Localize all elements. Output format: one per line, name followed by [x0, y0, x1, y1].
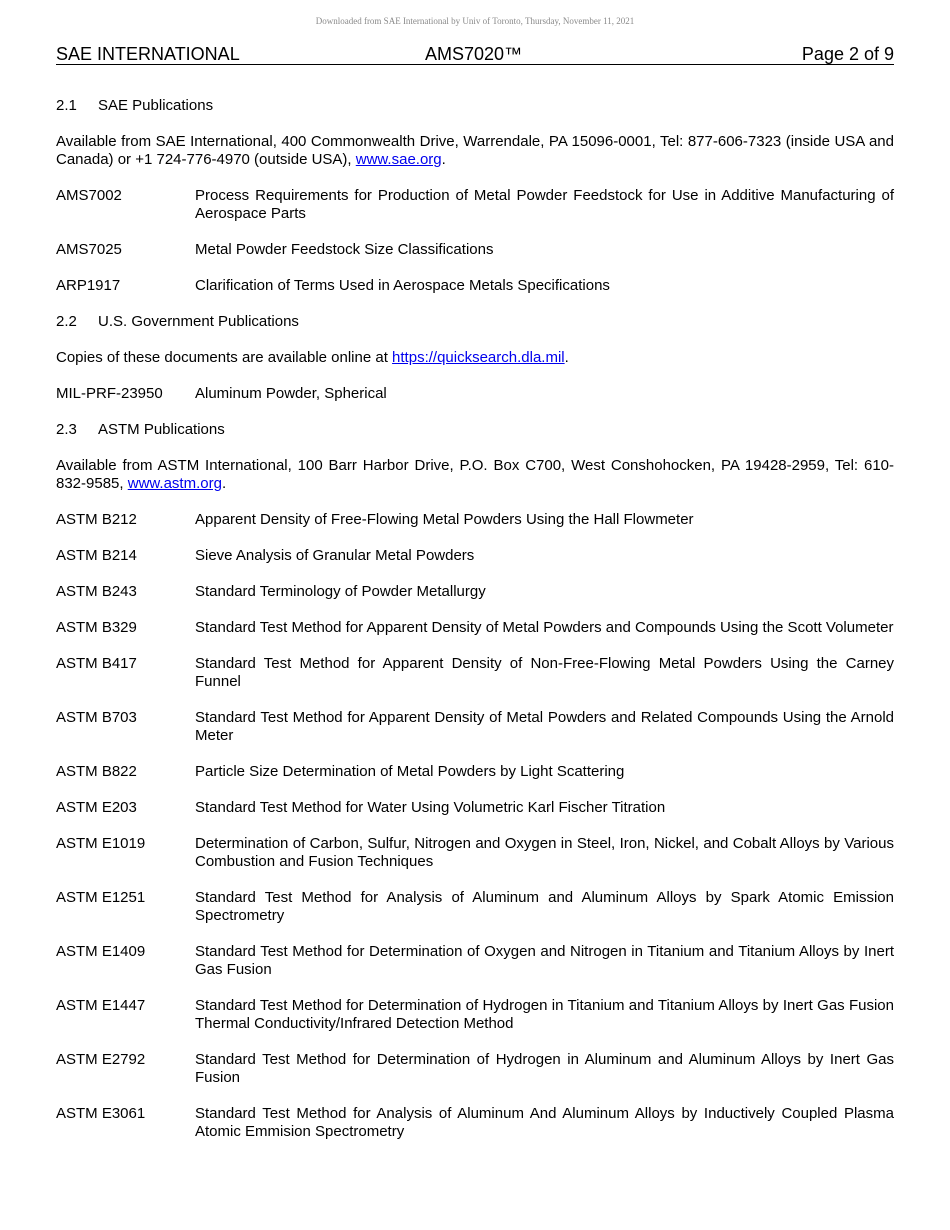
- reference-row: [56, 655, 894, 691]
- reference-code: ASTM B243: [56, 583, 137, 600]
- reference-code: AMS7025: [56, 241, 122, 258]
- running-header: [56, 44, 894, 65]
- reference-row: [56, 763, 894, 781]
- download-note: Downloaded from SAE International by Univ of Toronto, Thursday, November 11, 2021: [315, 16, 635, 26]
- document-body: [56, 97, 894, 1159]
- reference-row: [56, 835, 894, 871]
- reference-row: [56, 1105, 894, 1141]
- reference-title: Standard Test Method for Determination of Hydrogen in Titanium and Titanium Alloys by Inert Gas Fusion Thermal Conductivity/Infrared Detection Method: [195, 997, 894, 1032]
- availability-text: Available from ASTM International, 100 Barr Harbor Drive, P.O. Box C700, West Conshohocken, PA 19428-2959, Tel: 610-832-9585,: [56, 457, 894, 492]
- section-heading-astm: [56, 421, 894, 439]
- section-title: U.S. Government Publications: [98, 313, 299, 330]
- reference-code: ASTM E1251: [56, 889, 146, 906]
- section-title: ASTM Publications: [98, 421, 225, 438]
- availability-text: Available from SAE International, 400 Commonwealth Drive, Warrendale, PA 15096-0001, Tel: 877-606-7323 (inside USA and Canada) or +1 724-776-4970 (outside USA),: [56, 133, 894, 168]
- reference-title: Clarification of Terms Used in Aerospace Metals Specifications: [195, 277, 610, 294]
- reference-title: Determination of Carbon, Sulfur, Nitrogen and Oxygen in Steel, Iron, Nickel, and Cobalt Alloys by Various Combustion and Fusion Techniques: [195, 835, 894, 870]
- reference-code: ASTM E3061: [56, 1105, 146, 1122]
- section-number: 2.2: [56, 313, 77, 330]
- sae-website-link[interactable]: www.sae.org: [355, 151, 442, 168]
- reference-row: [56, 709, 894, 745]
- reference-row: [56, 385, 894, 403]
- section-heading-gov: [56, 313, 894, 331]
- reference-row: [56, 1051, 894, 1087]
- gov-availability-paragraph: [56, 349, 894, 367]
- reference-title: Metal Powder Feedstock Size Classifications: [195, 241, 494, 258]
- reference-title: Standard Terminology of Powder Metallurgy: [195, 583, 486, 600]
- astm-reference-list: [56, 511, 894, 1141]
- reference-row: [56, 187, 894, 223]
- section-number: 2.1: [56, 97, 77, 114]
- reference-row: [56, 889, 894, 925]
- astm-website-link[interactable]: www.astm.org: [127, 475, 222, 492]
- reference-code: ASTM B214: [56, 547, 137, 564]
- reference-row: [56, 277, 894, 295]
- reference-code: ASTM E2792: [56, 1051, 146, 1068]
- period: .: [564, 349, 569, 366]
- reference-code: ASTM E1409: [56, 943, 146, 960]
- header-document-number: AMS7020™: [425, 44, 523, 64]
- reference-code: ASTM E1019: [56, 835, 146, 852]
- reference-row: [56, 619, 894, 637]
- reference-title: Standard Test Method for Determination of Hydrogen in Aluminum and Aluminum Alloys by Inert Gas Fusion: [195, 1051, 894, 1086]
- reference-title: Standard Test Method for Water Using Volumetric Karl Fischer Titration: [195, 799, 666, 816]
- reference-code: ASTM B212: [56, 511, 137, 528]
- reference-title: Apparent Density of Free-Flowing Metal Powders Using the Hall Flowmeter: [195, 511, 694, 528]
- reference-title: Standard Test Method for Apparent Density of Metal Powders and Related Compounds Using the Arnold Meter: [195, 709, 894, 744]
- reference-row: [56, 547, 894, 565]
- reference-code: ASTM B703: [56, 709, 137, 726]
- period: .: [221, 475, 227, 492]
- availability-text: Copies of these documents are available online at: [56, 349, 393, 366]
- reference-title: Standard Test Method for Apparent Density of Non-Free-Flowing Metal Powders Using the Carney Funnel: [195, 655, 894, 690]
- reference-code: ASTM B822: [56, 763, 137, 780]
- reference-code: ASTM B417: [56, 655, 137, 672]
- reference-code: ASTM B329: [56, 619, 137, 636]
- reference-row: [56, 583, 894, 601]
- reference-code: MIL-PRF-23950: [56, 385, 163, 402]
- reference-row: [56, 511, 894, 529]
- reference-title: Process Requirements for Production of Metal Powder Feedstock for Use in Additive Manufacturing of Aerospace Parts: [195, 187, 894, 222]
- reference-code: ARP1917: [56, 277, 121, 294]
- dla-quicksearch-link[interactable]: https://quicksearch.dla.mil: [392, 349, 565, 366]
- reference-code: ASTM E203: [56, 799, 137, 816]
- sae-reference-list: [56, 187, 894, 295]
- reference-row: [56, 997, 894, 1033]
- reference-title: Standard Test Method for Apparent Density of Metal Powders and Compounds Using the Scott Volumeter: [195, 619, 894, 636]
- astm-availability-paragraph: [56, 457, 894, 493]
- reference-title: Standard Test Method for Determination of Oxygen and Nitrogen in Titanium and Titanium Alloys by Inert Gas Fusion: [195, 943, 894, 978]
- section-title: SAE Publications: [98, 97, 214, 114]
- period: .: [441, 151, 446, 168]
- gov-reference-list: [56, 385, 894, 403]
- reference-row: [56, 799, 894, 817]
- reference-title: Particle Size Determination of Metal Powders by Light Scattering: [195, 763, 625, 780]
- sae-availability-paragraph: [56, 133, 894, 169]
- reference-code: ASTM E1447: [56, 997, 146, 1014]
- reference-row: [56, 241, 894, 259]
- section-heading-sae: [56, 97, 894, 115]
- reference-title: Sieve Analysis of Granular Metal Powders: [195, 547, 475, 564]
- section-number: 2.3: [56, 421, 77, 438]
- reference-row: [56, 943, 894, 979]
- reference-title: Standard Test Method for Analysis of Aluminum And Aluminum Alloys by Inductively Coupled Plasma Atomic Emmision Spectrometry: [195, 1105, 894, 1140]
- reference-code: AMS7002: [56, 187, 122, 204]
- header-organization: SAE INTERNATIONAL: [56, 44, 240, 64]
- reference-title: Standard Test Method for Analysis of Aluminum and Aluminum Alloys by Spark Atomic Emission Spectrometry: [195, 889, 894, 924]
- reference-title: Aluminum Powder, Spherical: [195, 385, 387, 402]
- header-page-number: Page 2 of 9: [801, 44, 894, 64]
